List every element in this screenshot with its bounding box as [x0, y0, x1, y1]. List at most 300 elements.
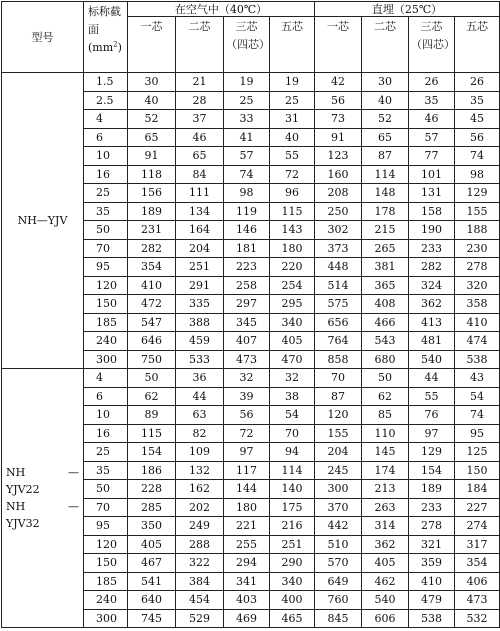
nh-yjv22-buried-3-cell: 154 [409, 461, 455, 480]
nh-yjv22-air-1-cell: 640 [128, 591, 176, 610]
nh-yjv22-buried-3-cell: 233 [409, 498, 455, 517]
nh-yjv22-buried-2-cell: 263 [362, 498, 409, 517]
nh-yjv-buried-5-cell: 538 [455, 350, 500, 369]
nh-yjv-buried-5-cell: 474 [455, 332, 500, 351]
nh-yjv-section-cell: 35 [84, 202, 128, 221]
model-line-1 [6, 464, 79, 481]
section-header-unit: $(mm^2)$ [88, 40, 122, 54]
nh-yjv-air-2-cell: 335 [176, 295, 224, 314]
nh-yjv-air-3-cell: 98 [224, 184, 270, 203]
model-text-part: NH [6, 500, 26, 513]
nh-yjv-air-3-cell: 146 [224, 221, 270, 240]
nh-yjv-air-1-cell: 282 [128, 239, 176, 258]
nh-yjv22-buried-5-cell: 354 [455, 554, 500, 573]
nh-yjv22-air-5-cell: 54 [270, 406, 315, 425]
buried-core-5-header: 五芯 [455, 17, 500, 73]
nh-yjv-buried-2-cell: 365 [362, 276, 409, 295]
nh-yjv-section-cell: 150 [84, 295, 128, 314]
nh-yjv22-air-2-cell: 162 [176, 480, 224, 499]
nh-yjv-air-2-cell: 164 [176, 221, 224, 240]
nh-yjv22-buried-2-cell: 85 [362, 406, 409, 425]
nh-yjv-section-cell: 16 [84, 165, 128, 184]
nh-yjv22-buried-3-cell: 278 [409, 517, 455, 536]
nh-yjv-buried-3-cell: 35 [409, 91, 455, 110]
nh-yjv-section-cell: 4 [84, 110, 128, 129]
nh-yjv-buried-2-cell: 114 [362, 165, 409, 184]
nh-yjv-air-3-cell: 345 [224, 313, 270, 332]
nh-yjv22-section-cell: 185 [84, 572, 128, 591]
nh-yjv-buried-1-cell: 656 [315, 313, 362, 332]
nh-yjv22-air-2-cell: 322 [176, 554, 224, 573]
nh-yjv-air-1-cell: 91 [128, 147, 176, 166]
model-text-part: YJV22 [6, 483, 40, 496]
nh-yjv-air-2-cell: 291 [176, 276, 224, 295]
nh-yjv22-buried-3-cell: 189 [409, 480, 455, 499]
buried-core-2-header: 二芯 [362, 17, 409, 73]
nh-yjv22-section-cell: 50 [84, 480, 128, 499]
nh-yjv-buried-5-cell: 320 [455, 276, 500, 295]
buried-core-1-header: 一芯 [315, 17, 362, 73]
nh-yjv-buried-1-cell: 858 [315, 350, 362, 369]
nh-yjv22-buried-5-cell: 227 [455, 498, 500, 517]
nh-yjv22-air-5-cell: 140 [270, 480, 315, 499]
nh-yjv-buried-3-cell: 131 [409, 184, 455, 203]
nh-yjv22-buried-5-cell: 473 [455, 591, 500, 610]
nh-yjv-air-1-cell: 189 [128, 202, 176, 221]
nh-yjv22-air-3-cell: 97 [224, 443, 270, 462]
nh-yjv-section-cell: 95 [84, 258, 128, 277]
nh-yjv-air-5-cell: 254 [270, 276, 315, 295]
nh-yjv-buried-5-cell: 410 [455, 313, 500, 332]
nh-yjv-buried-5-cell: 45 [455, 110, 500, 129]
nh-yjv-air-3-cell: 473 [224, 350, 270, 369]
nh-yjv22-air-3-cell: 469 [224, 609, 270, 628]
model-text-part: YJV32 [6, 517, 40, 530]
nh-yjv-buried-2-cell: 52 [362, 110, 409, 129]
nh-yjv22-buried-5-cell: 95 [455, 424, 500, 443]
nh-yjv22-buried-2-cell: 462 [362, 572, 409, 591]
nh-yjv-buried-1-cell: 373 [315, 239, 362, 258]
nh-yjv-section-cell: 10 [84, 147, 128, 166]
nh-yjv-air-5-cell: 31 [270, 110, 315, 129]
nh-yjv22-air-3-cell: 180 [224, 498, 270, 517]
nh-yjv-buried-3-cell: 481 [409, 332, 455, 351]
nh-yjv-buried-1-cell: 73 [315, 110, 362, 129]
section-header-line2: 面 [88, 23, 99, 36]
nh-yjv22-air-3-cell: 144 [224, 480, 270, 499]
nh-yjv22-air-1-cell: 745 [128, 609, 176, 628]
nh-yjv22-section-cell: 16 [84, 424, 128, 443]
nh-yjv-buried-3-cell: 190 [409, 221, 455, 240]
nh-yjv-section-cell: 6 [84, 128, 128, 147]
nh-yjv-buried-1-cell: 514 [315, 276, 362, 295]
nh-yjv22-section-cell: 35 [84, 461, 128, 480]
nh-yjv22-air-2-cell: 288 [176, 535, 224, 554]
model-line-3 [6, 498, 79, 515]
nh-yjv22-section-cell: 120 [84, 535, 128, 554]
nh-yjv22-air-5-cell: 175 [270, 498, 315, 517]
nh-yjv-buried-3-cell: 57 [409, 128, 455, 147]
nh-yjv-air-2-cell: 84 [176, 165, 224, 184]
nh-yjv22-buried-5-cell: 184 [455, 480, 500, 499]
nh-yjv-buried-3-cell: 77 [409, 147, 455, 166]
nh-yjv-buried-1-cell: 302 [315, 221, 362, 240]
nh-yjv-buried-5-cell: 278 [455, 258, 500, 277]
nh-yjv22-air-2-cell: 384 [176, 572, 224, 591]
nh-yjv-buried-3-cell: 362 [409, 295, 455, 314]
nh-yjv22-air-3-cell: 56 [224, 406, 270, 425]
nh-yjv-air-2-cell: 28 [176, 91, 224, 110]
nh-yjv-buried-3-cell: 158 [409, 202, 455, 221]
nh-yjv22-buried-2-cell: 62 [362, 387, 409, 406]
nh-yjv-air-1-cell: 547 [128, 313, 176, 332]
nh-yjv-air-5-cell: 96 [270, 184, 315, 203]
nh-yjv22-buried-5-cell: 406 [455, 572, 500, 591]
nh-yjv22-section-cell: 300 [84, 609, 128, 628]
nh-yjv22-air-2-cell: 109 [176, 443, 224, 462]
nh-yjv-air-3-cell: 57 [224, 147, 270, 166]
table-row [2, 73, 500, 92]
nh-yjv22-buried-5-cell: 74 [455, 406, 500, 425]
table-row [2, 369, 500, 388]
buried-group-header: 直埋（25℃） [315, 2, 500, 17]
nh-yjv22-air-1-cell: 62 [128, 387, 176, 406]
nh-yjv-air-2-cell: 46 [176, 128, 224, 147]
nh-yjv-buried-5-cell: 74 [455, 147, 500, 166]
nh-yjv-buried-3-cell: 540 [409, 350, 455, 369]
nh-yjv22-air-1-cell: 285 [128, 498, 176, 517]
nh-yjv22-section-cell: 10 [84, 406, 128, 425]
nh-yjv-air-3-cell: 33 [224, 110, 270, 129]
nh-yjv-air-3-cell: 41 [224, 128, 270, 147]
air-core-3-header: 三芯（四芯） [224, 17, 270, 73]
nh-yjv-buried-5-cell: 26 [455, 73, 500, 92]
nh-yjv22-buried-2-cell: 362 [362, 535, 409, 554]
nh-yjv22-air-3-cell: 72 [224, 424, 270, 443]
nh-yjv-air-3-cell: 297 [224, 295, 270, 314]
nh-yjv-section-cell: 25 [84, 184, 128, 203]
nh-yjv-buried-5-cell: 98 [455, 165, 500, 184]
nh-yjv22-section-cell: 95 [84, 517, 128, 536]
nh-yjv22-air-1-cell: 405 [128, 535, 176, 554]
nh-yjv22-buried-1-cell: 845 [315, 609, 362, 628]
nh-yjv-air-1-cell: 40 [128, 91, 176, 110]
nh-yjv-air-5-cell: 295 [270, 295, 315, 314]
nh-yjv22-buried-2-cell: 540 [362, 591, 409, 610]
nh-yjv22-air-5-cell: 94 [270, 443, 315, 462]
nh-yjv22-buried-3-cell: 129 [409, 443, 455, 462]
nh-yjv-air-3-cell: 25 [224, 91, 270, 110]
nh-yjv-section-cell: 300 [84, 350, 128, 369]
nh-yjv22-air-5-cell: 465 [270, 609, 315, 628]
air-core-2-header: 二芯 [176, 17, 224, 73]
nh-yjv-buried-5-cell: 358 [455, 295, 500, 314]
nh-yjv22-buried-5-cell: 125 [455, 443, 500, 462]
nh-yjv-air-2-cell: 37 [176, 110, 224, 129]
section-header [84, 2, 128, 73]
nh-yjv-buried-3-cell: 282 [409, 258, 455, 277]
nh-yjv22-buried-5-cell: 274 [455, 517, 500, 536]
nh-yjv-buried-2-cell: 215 [362, 221, 409, 240]
nh-yjv22-buried-2-cell: 174 [362, 461, 409, 480]
nh-yjv22-air-5-cell: 251 [270, 535, 315, 554]
nh-yjv22-buried-2-cell: 606 [362, 609, 409, 628]
nh-yjv22-air-1-cell: 89 [128, 406, 176, 425]
nh-yjv22-air-1-cell: 228 [128, 480, 176, 499]
model-nh-yjv22-yjv32 [2, 369, 84, 628]
nh-yjv-air-1-cell: 354 [128, 258, 176, 277]
model-text-part: — [68, 466, 79, 479]
nh-yjv-air-5-cell: 40 [270, 128, 315, 147]
nh-yjv22-air-5-cell: 340 [270, 572, 315, 591]
nh-yjv-air-1-cell: 65 [128, 128, 176, 147]
nh-yjv-air-5-cell: 115 [270, 202, 315, 221]
nh-yjv22-buried-1-cell: 155 [315, 424, 362, 443]
nh-yjv-air-2-cell: 21 [176, 73, 224, 92]
nh-yjv22-buried-3-cell: 55 [409, 387, 455, 406]
model-nh-yjv: NH—YJV [2, 73, 84, 369]
nh-yjv22-air-2-cell: 132 [176, 461, 224, 480]
nh-yjv-buried-2-cell: 30 [362, 73, 409, 92]
nh-yjv-air-5-cell: 470 [270, 350, 315, 369]
nh-yjv-air-1-cell: 156 [128, 184, 176, 203]
nh-yjv-buried-1-cell: 91 [315, 128, 362, 147]
nh-yjv-section-cell: 50 [84, 221, 128, 240]
nh-yjv-section-cell: 70 [84, 239, 128, 258]
nh-yjv22-buried-3-cell: 538 [409, 609, 455, 628]
nh-yjv22-section-cell: 70 [84, 498, 128, 517]
nh-yjv-buried-3-cell: 324 [409, 276, 455, 295]
nh-yjv22-buried-1-cell: 442 [315, 517, 362, 536]
nh-yjv22-air-5-cell: 32 [270, 369, 315, 388]
nh-yjv22-buried-1-cell: 760 [315, 591, 362, 610]
nh-yjv-air-3-cell: 119 [224, 202, 270, 221]
nh-yjv-air-1-cell: 118 [128, 165, 176, 184]
nh-yjv22-buried-1-cell: 570 [315, 554, 362, 573]
nh-yjv22-buried-1-cell: 370 [315, 498, 362, 517]
nh-yjv-section-cell: 185 [84, 313, 128, 332]
nh-yjv-buried-3-cell: 26 [409, 73, 455, 92]
nh-yjv-buried-5-cell: 188 [455, 221, 500, 240]
nh-yjv22-buried-2-cell: 405 [362, 554, 409, 573]
nh-yjv22-air-2-cell: 249 [176, 517, 224, 536]
nh-yjv22-buried-1-cell: 245 [315, 461, 362, 480]
nh-yjv22-air-2-cell: 202 [176, 498, 224, 517]
nh-yjv-air-2-cell: 65 [176, 147, 224, 166]
nh-yjv22-air-5-cell: 38 [270, 387, 315, 406]
nh-yjv-air-3-cell: 74 [224, 165, 270, 184]
nh-yjv22-air-5-cell: 290 [270, 554, 315, 573]
nh-yjv-buried-1-cell: 764 [315, 332, 362, 351]
nh-yjv-buried-2-cell: 178 [362, 202, 409, 221]
nh-yjv-section-cell: 120 [84, 276, 128, 295]
table-header [2, 2, 500, 73]
nh-yjv22-buried-3-cell: 479 [409, 591, 455, 610]
ampacity-table [1, 1, 500, 628]
nh-yjv22-air-1-cell: 154 [128, 443, 176, 462]
nh-yjv-buried-3-cell: 413 [409, 313, 455, 332]
nh-yjv-buried-1-cell: 42 [315, 73, 362, 92]
nh-yjv-air-3-cell: 258 [224, 276, 270, 295]
nh-yjv-buried-5-cell: 129 [455, 184, 500, 203]
nh-yjv22-air-1-cell: 541 [128, 572, 176, 591]
nh-yjv22-section-cell: 240 [84, 591, 128, 610]
nh-yjv22-section-cell: 4 [84, 369, 128, 388]
buried-core-3-header: 三芯（四芯） [409, 17, 455, 73]
nh-yjv-buried-3-cell: 46 [409, 110, 455, 129]
nh-yjv22-air-3-cell: 403 [224, 591, 270, 610]
nh-yjv-air-2-cell: 388 [176, 313, 224, 332]
nh-yjv22-buried-1-cell: 300 [315, 480, 362, 499]
nh-yjv22-buried-1-cell: 70 [315, 369, 362, 388]
nh-yjv-buried-1-cell: 250 [315, 202, 362, 221]
nh-yjv-air-5-cell: 143 [270, 221, 315, 240]
nh-yjv-air-2-cell: 533 [176, 350, 224, 369]
nh-yjv22-buried-1-cell: 120 [315, 406, 362, 425]
nh-yjv-air-3-cell: 181 [224, 239, 270, 258]
nh-yjv-buried-2-cell: 466 [362, 313, 409, 332]
nh-yjv22-air-3-cell: 221 [224, 517, 270, 536]
nh-yjv22-buried-3-cell: 44 [409, 369, 455, 388]
nh-yjv-buried-2-cell: 87 [362, 147, 409, 166]
nh-yjv-air-5-cell: 72 [270, 165, 315, 184]
nh-yjv-buried-2-cell: 148 [362, 184, 409, 203]
air-core-5-header: 五芯 [270, 17, 315, 73]
nh-yjv-buried-2-cell: 408 [362, 295, 409, 314]
nh-yjv22-buried-5-cell: 317 [455, 535, 500, 554]
nh-yjv-air-2-cell: 111 [176, 184, 224, 203]
nh-yjv-buried-1-cell: 123 [315, 147, 362, 166]
nh-yjv-buried-2-cell: 65 [362, 128, 409, 147]
nh-yjv22-air-3-cell: 255 [224, 535, 270, 554]
nh-yjv22-buried-1-cell: 510 [315, 535, 362, 554]
nh-yjv-buried-1-cell: 56 [315, 91, 362, 110]
nh-yjv-buried-1-cell: 160 [315, 165, 362, 184]
nh-yjv22-buried-3-cell: 97 [409, 424, 455, 443]
nh-yjv22-section-cell: 150 [84, 554, 128, 573]
model-line-4 [6, 515, 79, 532]
section-header-line1: 标称截 [88, 5, 121, 18]
nh-yjv-air-5-cell: 405 [270, 332, 315, 351]
nh-yjv22-air-2-cell: 529 [176, 609, 224, 628]
nh-yjv-buried-5-cell: 230 [455, 239, 500, 258]
nh-yjv-air-5-cell: 220 [270, 258, 315, 277]
nh-yjv-buried-1-cell: 208 [315, 184, 362, 203]
nh-yjv-air-1-cell: 646 [128, 332, 176, 351]
nh-yjv-air-5-cell: 25 [270, 91, 315, 110]
nh-yjv-air-5-cell: 340 [270, 313, 315, 332]
nh-yjv22-air-2-cell: 454 [176, 591, 224, 610]
nh-yjv22-buried-2-cell: 314 [362, 517, 409, 536]
nh-yjv-air-3-cell: 19 [224, 73, 270, 92]
model-line-2 [6, 481, 79, 498]
nh-yjv-buried-2-cell: 543 [362, 332, 409, 351]
nh-yjv-air-1-cell: 231 [128, 221, 176, 240]
nh-yjv-air-1-cell: 52 [128, 110, 176, 129]
nh-yjv-buried-1-cell: 448 [315, 258, 362, 277]
nh-yjv-section-cell: 2.5 [84, 91, 128, 110]
nh-yjv22-air-5-cell: 400 [270, 591, 315, 610]
nh-yjv22-section-cell: 25 [84, 443, 128, 462]
nh-yjv22-buried-1-cell: 649 [315, 572, 362, 591]
nh-yjv-air-5-cell: 19 [270, 73, 315, 92]
nh-yjv-section-cell: 240 [84, 332, 128, 351]
nh-yjv-air-1-cell: 472 [128, 295, 176, 314]
nh-yjv22-section-cell: 6 [84, 387, 128, 406]
nh-yjv22-buried-5-cell: 54 [455, 387, 500, 406]
nh-yjv22-air-3-cell: 39 [224, 387, 270, 406]
nh-yjv22-buried-1-cell: 87 [315, 387, 362, 406]
nh-yjv22-air-5-cell: 216 [270, 517, 315, 536]
nh-yjv22-air-5-cell: 114 [270, 461, 315, 480]
model-text-part: NH [6, 466, 26, 479]
nh-yjv22-air-2-cell: 63 [176, 406, 224, 425]
nh-yjv-buried-5-cell: 35 [455, 91, 500, 110]
nh-yjv22-buried-3-cell: 359 [409, 554, 455, 573]
nh-yjv22-buried-3-cell: 76 [409, 406, 455, 425]
nh-yjv-air-1-cell: 750 [128, 350, 176, 369]
nh-yjv-buried-5-cell: 155 [455, 202, 500, 221]
nh-yjv22-buried-5-cell: 150 [455, 461, 500, 480]
nh-yjv22-buried-2-cell: 145 [362, 443, 409, 462]
nh-yjv-air-2-cell: 459 [176, 332, 224, 351]
nh-yjv22-air-2-cell: 44 [176, 387, 224, 406]
nh-yjv22-buried-2-cell: 50 [362, 369, 409, 388]
nh-yjv22-buried-5-cell: 532 [455, 609, 500, 628]
nh-yjv22-buried-2-cell: 110 [362, 424, 409, 443]
nh-yjv-buried-2-cell: 265 [362, 239, 409, 258]
nh-yjv22-buried-2-cell: 213 [362, 480, 409, 499]
nh-yjv-buried-5-cell: 56 [455, 128, 500, 147]
model-text-part: — [68, 500, 79, 513]
nh-yjv22-buried-3-cell: 321 [409, 535, 455, 554]
air-group-header: 在空气中（40℃） [128, 2, 315, 17]
nh-yjv22-air-1-cell: 467 [128, 554, 176, 573]
nh-yjv-section-cell: 1.5 [84, 73, 128, 92]
nh-yjv22-air-1-cell: 186 [128, 461, 176, 480]
nh-yjv-air-3-cell: 407 [224, 332, 270, 351]
nh-yjv-air-1-cell: 410 [128, 276, 176, 295]
nh-yjv-buried-3-cell: 101 [409, 165, 455, 184]
nh-yjv22-air-3-cell: 32 [224, 369, 270, 388]
nh-yjv-buried-3-cell: 233 [409, 239, 455, 258]
nh-yjv22-buried-5-cell: 43 [455, 369, 500, 388]
model-header: 型号 [2, 2, 84, 73]
nh-yjv-air-2-cell: 134 [176, 202, 224, 221]
nh-yjv22-air-2-cell: 82 [176, 424, 224, 443]
nh-yjv-buried-2-cell: 40 [362, 91, 409, 110]
nh-yjv22-air-3-cell: 117 [224, 461, 270, 480]
nh-yjv22-air-3-cell: 341 [224, 572, 270, 591]
nh-yjv22-air-1-cell: 50 [128, 369, 176, 388]
table-body [2, 73, 500, 628]
nh-yjv-air-5-cell: 55 [270, 147, 315, 166]
nh-yjv22-air-3-cell: 294 [224, 554, 270, 573]
nh-yjv22-air-5-cell: 70 [270, 424, 315, 443]
nh-yjv22-air-1-cell: 115 [128, 424, 176, 443]
nh-yjv-air-1-cell: 30 [128, 73, 176, 92]
nh-yjv22-air-2-cell: 36 [176, 369, 224, 388]
air-core-1-header: 一芯 [128, 17, 176, 73]
nh-yjv-buried-1-cell: 575 [315, 295, 362, 314]
nh-yjv-air-3-cell: 223 [224, 258, 270, 277]
nh-yjv22-buried-1-cell: 204 [315, 443, 362, 462]
nh-yjv-air-2-cell: 251 [176, 258, 224, 277]
nh-yjv-buried-2-cell: 381 [362, 258, 409, 277]
nh-yjv-air-5-cell: 180 [270, 239, 315, 258]
nh-yjv-buried-2-cell: 680 [362, 350, 409, 369]
nh-yjv22-buried-3-cell: 410 [409, 572, 455, 591]
